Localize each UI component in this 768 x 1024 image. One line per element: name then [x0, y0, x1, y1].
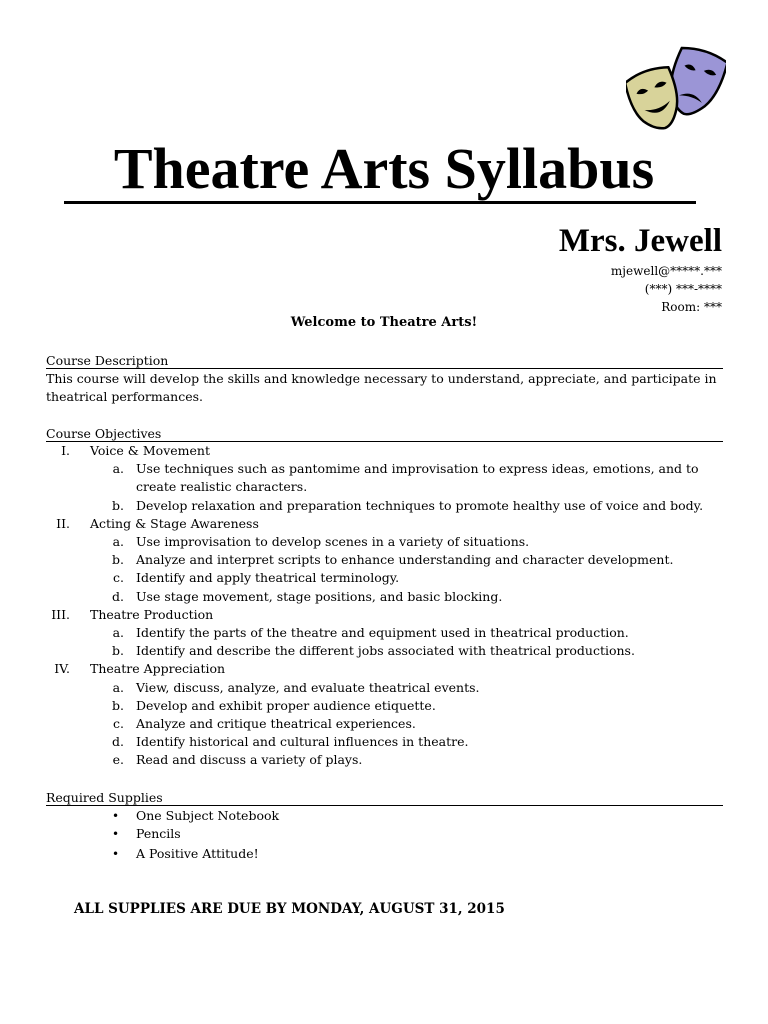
- bullet-icon: •: [112, 809, 120, 823]
- item-letter: c.: [113, 716, 124, 731]
- item-text: Use improvisation to develop scenes in a variety of situations.: [136, 534, 530, 549]
- item-text: View, discuss, analyze, and evaluate theatrical events.: [136, 680, 480, 695]
- item-letter: a.: [112, 534, 124, 549]
- item-letter: b.: [112, 498, 124, 513]
- supply-text: One Subject Notebook: [136, 808, 280, 823]
- course-description-heading: Course Description: [46, 353, 723, 369]
- course-objectives-heading: Course Objectives: [46, 426, 723, 442]
- section-title: Voice & Movement: [90, 443, 210, 458]
- section-numeral: I.: [61, 443, 70, 458]
- item-text: Identify the parts of the theatre and equipment used in theatrical production.: [136, 625, 629, 640]
- section-numeral: III.: [51, 607, 70, 622]
- item-text: Use stage movement, stage positions, and basic blocking.: [136, 589, 503, 604]
- section-numeral: IV.: [54, 661, 70, 676]
- teacher-room: Room: ***: [661, 300, 722, 314]
- section-title: Acting & Stage Awareness: [90, 516, 259, 531]
- bullet-icon: •: [112, 827, 120, 841]
- item-letter: a.: [112, 625, 124, 640]
- course-description-text: This course will develop the skills and knowledge necessary to understand, appreciate, and participate in theatrical performances.: [46, 371, 717, 404]
- supply-text: A Positive Attitude!: [136, 846, 259, 861]
- section-numeral: II.: [56, 516, 70, 531]
- item-text: Read and discuss a variety of plays.: [136, 752, 363, 767]
- item-letter: c.: [113, 570, 124, 585]
- item-letter: d.: [112, 589, 124, 604]
- item-letter: a.: [112, 461, 124, 476]
- contact-info: [611, 262, 722, 316]
- item-letter: a.: [112, 680, 124, 695]
- item-text: Identify and describe the different jobs associated with theatrical productions.: [136, 643, 635, 658]
- teacher-email: mjewell@*****.***: [610, 264, 722, 278]
- item-letter: e.: [112, 752, 124, 767]
- item-text: Analyze and interpret scripts to enhance understanding and character development.: [136, 552, 674, 567]
- item-letter: d.: [112, 734, 124, 749]
- teacher-name: Mrs. Jewell: [558, 223, 722, 259]
- item-text: Identify and apply theatrical terminology.: [136, 570, 400, 585]
- item-text: Analyze and critique theatrical experiences.: [136, 716, 416, 731]
- item-text: Develop and exhibit proper audience etiquette.: [136, 698, 436, 713]
- welcome-heading: Welcome to Theatre Arts!: [290, 315, 478, 330]
- section-title: Theatre Production: [90, 607, 214, 622]
- title-underline: [64, 201, 696, 204]
- page-title: Theatre Arts Syllabus: [113, 136, 655, 201]
- item-text: Use techniques such as pantomime and improvisation to express ideas, emotions, and to create realistic characters.: [136, 461, 699, 494]
- required-supplies-heading: Required Supplies: [46, 790, 723, 806]
- bullet-icon: •: [112, 847, 120, 861]
- item-letter: b.: [112, 643, 124, 658]
- supplies-deadline: ALL SUPPLIES ARE DUE BY MONDAY, AUGUST 31, 2015: [74, 901, 505, 917]
- teacher-phone: (***) ***-****: [644, 282, 722, 296]
- supply-text: Pencils: [136, 826, 181, 841]
- item-letter: b.: [112, 698, 124, 713]
- item-letter: b.: [112, 552, 124, 567]
- item-text: Identify historical and cultural influences in theatre.: [136, 734, 469, 749]
- theatre-masks-icon: [626, 44, 726, 132]
- section-title: Theatre Appreciation: [90, 661, 226, 676]
- item-text: Develop relaxation and preparation techniques to promote healthy use of voice and body.: [136, 498, 704, 513]
